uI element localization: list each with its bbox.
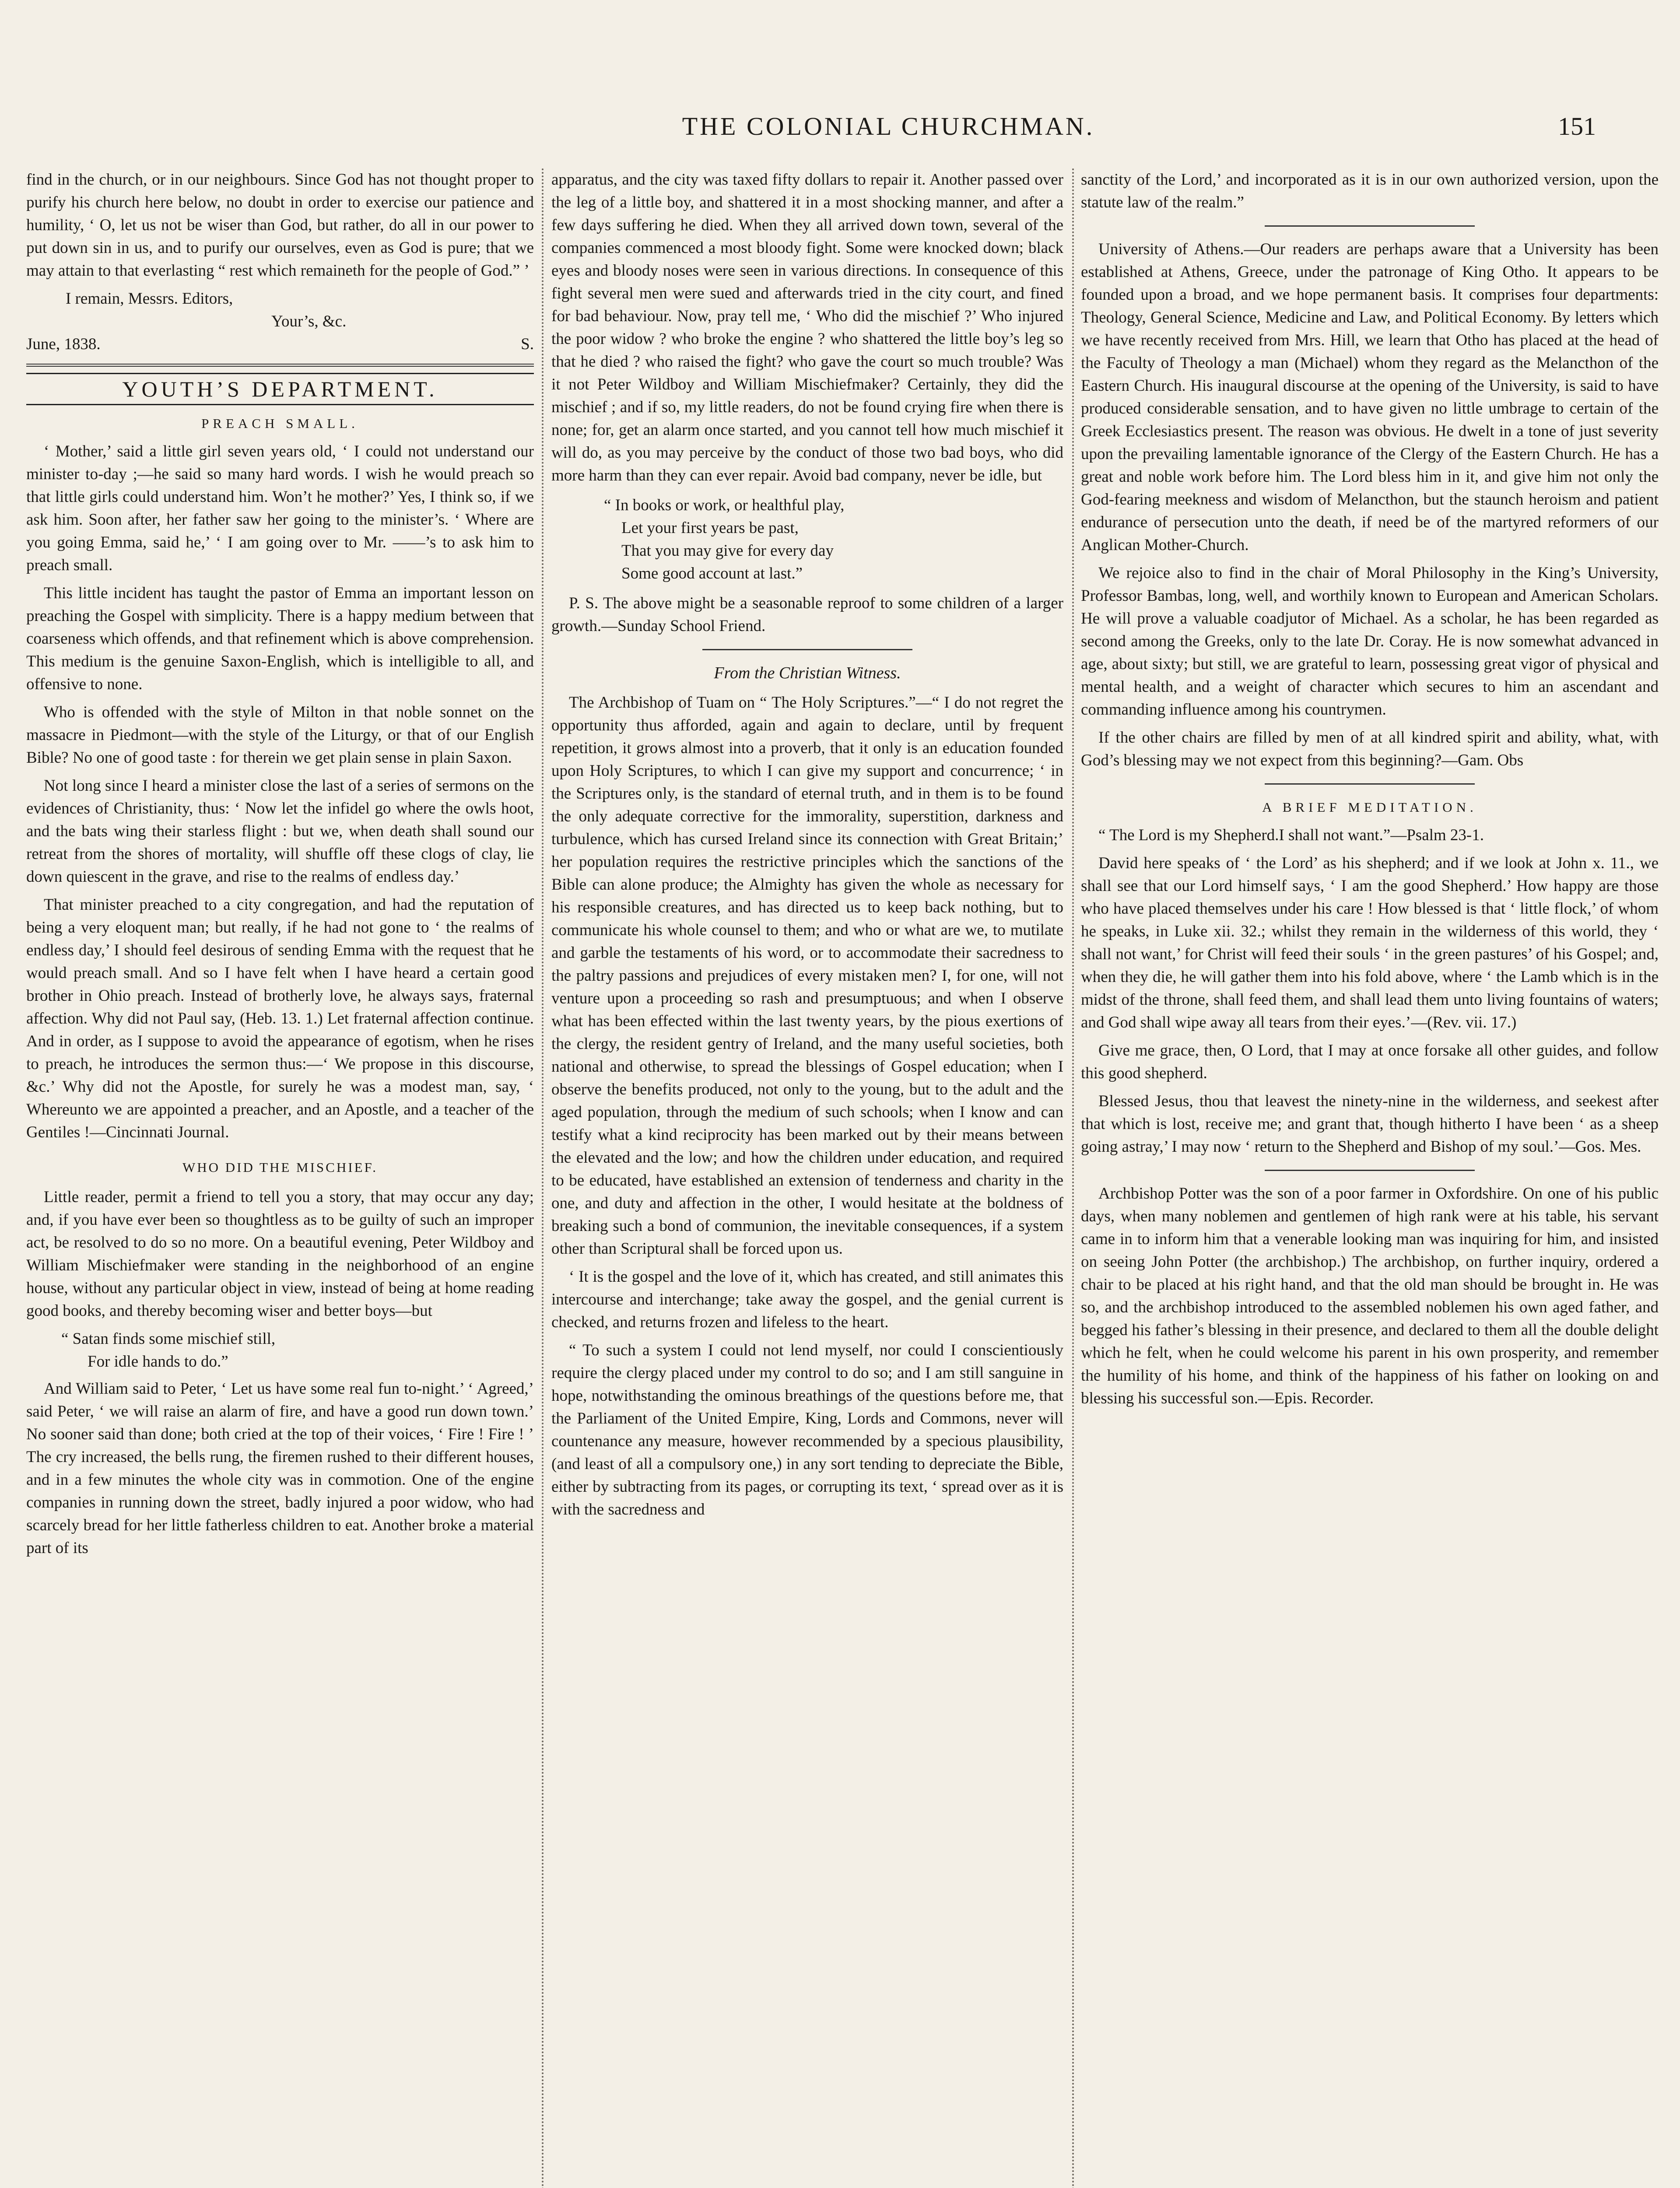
preach-paragraph: That minister preached to a city congregation, and had the reputation of being a very eloquent man; but really, if he had not gone to ‘ the realms of endless day,’ I should feel desirous of sending Emma with the request that he would preach small. And so I have felt when I have heard a certain good brother in Ohio preach. Instead of brotherly love, he always says, fraternal affection. Why did not Paul say, (Heb. 13. 1.) Let fraternal affection continue. And in order, as I suppose to avoid the appearance of egotism, when he rises to preach, he introduces the sermon thus:—‘ We propose in this discourse, &c.’ Why did not the Apostle, for surely he was a modest man, say, ‘ Whereunto we are appointed a preacher, and an Apostle, and a teacher of the Gentiles !—Cincinnati Journal. (26, 896, 534, 1141)
preach-paragraph: Not long since I heard a minister close the last of a series of sermons on the evidences of Christianity, thus: ‘ Now let the infidel go where the owls hoot, and the bats wing their starless flight : but we, when death shall sound our retreat from the shores of mortality, will shuffle off these clogs of clay, lie down quiescent in the grave, and rise to the realms of endless day.’ (26, 777, 534, 886)
tuam-paragraph: ‘ It is the gospel and the love of it, which has created, and still animates this intercourse and interchange; take away the gospel, and the genial current is checked, and returns frozen and lifeless to the heart. (551, 1268, 1063, 1331)
preach-paragraph: Who is offended with the style of Milton in that noble sonnet on the massacre in Piedmont—with the style of the Liturgy, or that of our English Bible? No one of good taste : for therein we get plain sense in plain Saxon. (26, 703, 534, 767)
section-rule (1265, 1170, 1475, 1171)
double-rule (26, 364, 534, 367)
poem-line: Some good account at last.” (621, 565, 803, 582)
column-divider-1 (542, 168, 544, 2188)
signature-initial: S. (521, 335, 534, 353)
page-header-title: THE COLONIAL CHURCHMAN. (682, 112, 1095, 140)
meditation-paragraph: David here speaks of ‘ the Lord’ as his shepherd; and if we look at John x. 11., we shall see that our Lord himself says, ‘ I am the good Shepherd.’ How happy are those who have placed themselves under his care ! How blessed is that ‘ little flock,’ of whom he speaks, in Luke xii. 32.; whilst they remain in the wilderness of this world, they ‘ shall not want,’ for Christ will feed their souls ‘ in the green pastures’ of his Gospel; and, when they die, he will gather them into his fold above, where ‘ the Lamb which is in the midst of the throne, shall feed them, and shall lead them unto living fountains of waters; and God shall wipe away all tears from their eyes.’—(Rev. vii. 17.) (1081, 854, 1659, 1031)
athens-paragraph: We rejoice also to find in the chair of Moral Philosophy in the King’s University, Professor Bambas, long, well, and worthily known to European and American Scholars. He will prove a valuable coadjutor of Michael. As a scholar, he has been regarded as second among the Greeks, only to the late Dr. Coray. He is now somewhat advanced in age, about sixty; but still, we are grateful to learn, possessing great vigor of physical and mental health, and a weight of character which secures to him an ascendant and commanding influence among his countrymen. (1081, 564, 1659, 719)
mischief-continuation: apparatus, and the city was taxed fifty dollars to repair it. Another passed over the leg of a little boy, and shattered it in a most shocking manner, and after a few days suffering he died. When they all arrived down town, several of the companies commenced a most bloody fight. Some were knocked down; black eyes and bloody noses were seen in various directions. In consequence of this fight several men were sued and afterwards tried in the city court, and fined for bad behaviour. Now, pray tell me, ‘ Who did the mischief ?’ Who injured the poor widow ? who broke the engine ? who shattered the little boy’s leg so that he died ? who raised the fight? who gave the court so much trouble? Was it not Peter Wildboy and William Mischiefmaker? Certainly, they did the mischief ; and if so, my little readers, do not be found crying fire when there is none; for, get an alarm once started, and you cannot tell how much mischief it will do, as you may perceive by the conduct of those two bad boys, who did more harm than they can ever repair. Avoid bad company, never be idle, but (551, 171, 1063, 484)
page-number: 151 (1558, 112, 1596, 140)
tuam-paragraph: “ To such a system I could not lend myself, nor could I conscientiously require the clergy placed under my control to do so; and I am still sanguine in hope, notwithstanding the ominous breathings of the questions before me, that the Parliament of the United Empire, King, Lords and Commons, never will countenance any measure, however recommended by a specious plausibility, (and least of all a compulsory one,) in any sort tending to depreciate the Bible, either by subtracting from its pages, or corrupting its text, ‘ spread over as it is with the sacredness and (551, 1341, 1063, 1518)
poem-line: That you may give for every day (621, 542, 834, 560)
mischief-paragraph: Little reader, permit a friend to tell you a story, that may occur any day; and, if you have ever been so thoughtless as to be guilty of such an improper act, be resolved to do so no more. On a beautiful evening, Peter Wildboy and William Mischiefmaker were standing in the neighborhood of an engine house, without any particular object in view, instead of being at home reading good books, and thereby becoming wiser and better boys—but (26, 1188, 534, 1320)
tuam-paragraph: The Archbishop of Tuam on “ The Holy Scriptures.”—“ I do not regret the opportunity thus afforded, again and again to declare, until by frequent repetition, it grows almost into a proverb, that it only is an education founded upon Holy Scriptures, to which I can give my support and concurrence; ‘ in the Scriptures only, is the standard of eternal truth, and in them is to be found the only adequate corrective for the immorality, superstition, darkness and turbulence, which has cursed Ireland since its connection with Great Britain;’ her population requires the restrictive principles which the sanctions of the Bible can alone produce; the Almighty has given the whole as necessary for his responsible creatures, and has directed us to keep back nothing, but to communicate his whole counsel to them; and who or what are we, to mutilate and garble the testaments of his word, or to accommodate their sacredness to the paltry passions and prejudices of every mistaken men? I, for one, will not venture upon a proceeding so rash and presumptuous; and when I observe what has been effected within the last twenty years, by the pious exertions of the clergy, the resident gentry of Ireland, and the many useful societies, both national and otherwise, to spread the blessings of Gospel education; when I observe the benefits produced, not only to the young, but to the adult and the aged population, through the medium of such schools; when I know and can testify what a kind reciprocity has been marked out by their means between the elevated and the low; and how the children under education, and required to be educated, have established an extension of tenderness and charity in the one, and duty and affection in the other, I would hesitate at the boldness of breaking such a bond of communion, the inevitable consequences, if a system other than Scriptural shall be forced upon us. (551, 694, 1063, 1258)
mischief-paragraph: And William said to Peter, ‘ Let us have some real fun to-night.’ ‘ Agreed,’ said Peter, ‘ we will raise an alarm of fire, and have a good run down town.’ No sooner said than done; both cried at the top of their voices, ‘ Fire ! Fire ! ’ The cry increased, the bells rung, the firemen rushed to their different houses, and in a few minutes the whole city was in commotion. One of the engine companies in running down the street, badly injured a poor widow, who had scarcely bread for her little fatherless children to eat. Another broke a material part of its (26, 1380, 534, 1557)
preach-paragraph: ‘ Mother,’ said a little girl seven years old, ‘ I could not understand our minister to-day ;—he said so many hard words. I wish he would preach so that little girls could understand him. Won’t he mother?’ Yes, I think so, if we ask him. Soon after, her father saw her going to the minister’s. ‘ Where are you going Emma, said he,’ ‘ I am going over to Mr. ——’s to ask him to preach small. (26, 442, 534, 574)
postscript: P. S. The above might be a seasonable reproof to some children of a larger growth.—Sunday School Friend. (551, 594, 1063, 635)
column-2 (551, 168, 1063, 2188)
tuam-continuation: sanctity of the Lord,’ and incorporated as it is in our own authorized version, upon the statute law of the realm.” (1081, 171, 1659, 211)
source-title-christian-witness: From the Christian Witness. (714, 664, 901, 682)
potter-paragraph: Archbishop Potter was the son of a poor farmer in Oxfordshire. On one of his public days, when many noblemen and gentlemen of high rank were at his table, his servant came in to inform him that a venerable looking man was inquiring for him, and insisted on seeing John Potter (the archbishop.) The archbishop, on further inquiry, ordered a chair to be placed at his right hand, and that the old man should be brought in. He was so, and the archbishop introduced to the assembled noblemen his own aged father, and begged his father’s blessing in their presence, and declared to them all the double delight which he felt, when he could welcome his parent in his own prosperity, and remember the humility of his home, and think of the happiness of his father on looking on and blessing his successful son.—Epis. Recorder. (1081, 1185, 1659, 1407)
poem-line: Let your first years be past, (621, 519, 799, 537)
signature-dateline (26, 333, 534, 356)
preach-paragraph: This little incident has taught the pastor of Emma an important lesson on preaching the Gospel with simplicity. There is a happy medium between that coarseness which offends, and that refinement which is above comprehension. This medium is the genuine Saxon-English, which is intelligible to all, and offensive to none. (26, 584, 534, 693)
verse-line: For idle hands to do.” (88, 1353, 228, 1371)
meditation-paragraph: Blessed Jesus, thou that leavest the ninety-nine in the wilderness, and seekest after that which is lost, receive me; and grant that, though hitherto I have been ‘ as a sheep going astray,’ I may now ‘ return to the Shepherd and Bishop of my soul.’—Gos. Mes. (1081, 1092, 1659, 1156)
letter-conclusion: find in the church, or in our neighbours. Since God has not thought proper to purify his church here below, no doubt in order to exercise our patience and humility, ‘ O, let us not be wiser than God, but rather, do all in our power to put down sin in us, and to purify our ourselves, even as God is pure; that we may attain to that everlasting “ rest which remaineth for the people of God.” ’ (26, 171, 534, 280)
signature-yours: Your’s, &c. (271, 312, 347, 330)
section-rule (1265, 225, 1475, 227)
meditation-paragraph: Give me grace, then, O Lord, that I may at once forsake all other guides, and follow this good shepherd. (1081, 1041, 1659, 1082)
column-divider-2 (1072, 168, 1074, 2188)
poem (551, 494, 1063, 585)
psalm-quote: “ The Lord is my Shepherd.I shall not want.”—Psalm 23-1. (1098, 826, 1484, 844)
article-title-preach-small: PREACH SMALL. (201, 416, 359, 431)
column-1 (26, 168, 534, 2188)
satan-verse (26, 1328, 534, 1373)
verse-line: “ Satan finds some mischief still, (61, 1330, 276, 1348)
column-3 (1081, 168, 1659, 2188)
article-title-brief-meditation: A BRIEF MEDITATION. (1262, 799, 1477, 815)
signature-remain: I remain, Messrs. Editors, (66, 290, 233, 308)
section-rule (702, 649, 912, 650)
section-rule (1265, 783, 1475, 785)
article-title-who-did-the-mischief: WHO DID THE MISCHIEF. (182, 1160, 378, 1175)
athens-paragraph: If the other chairs are filled by men of at all kindred spirit and ability, what, with God’s blessing may we not expect from this beginning?—Gam. Obs (1081, 729, 1659, 769)
section-title-youths-department: YOUTH’S DEPARTMENT. (26, 373, 534, 405)
letter-signature (26, 288, 534, 356)
poem-line: “ In books or work, or healthful play, (604, 496, 845, 514)
athens-paragraph: University of Athens.—Our readers are perhaps aware that a University has been established at Athens, Greece, under the patronage of King Otho. It appears to be founded upon a broad, and we hope permanent basis. It comprises four departments: Theology, General Science, Medicine and Law, and Political Economy. By letters which we have recently received from Mrs. Hill, we learn that Otho has placed at the head of the Faculty of Theology a man (Michael) whom they regard as the Melancthon of the Eastern Church. His inaugural discourse at the opening of the University, is said to have produced considerable sensation, and to have given no little umbrage to certain of the Greek Ecclesiastics present. The reason was obvious. He dwelt in a tone of just severity upon the prevailing lamentable ignorance of the Clergy of the Eastern Church. He has a great and noble work before him. The Lord bless him in it, and give him not only the God-fearing meekness and wisdom of Melancthon, but the staunch heroism and patient endurance of persecution unto the death, if need be of the martyred reformers of our Anglican Mother-Church. (1081, 240, 1659, 554)
signature-date: June, 1838. (26, 335, 101, 353)
